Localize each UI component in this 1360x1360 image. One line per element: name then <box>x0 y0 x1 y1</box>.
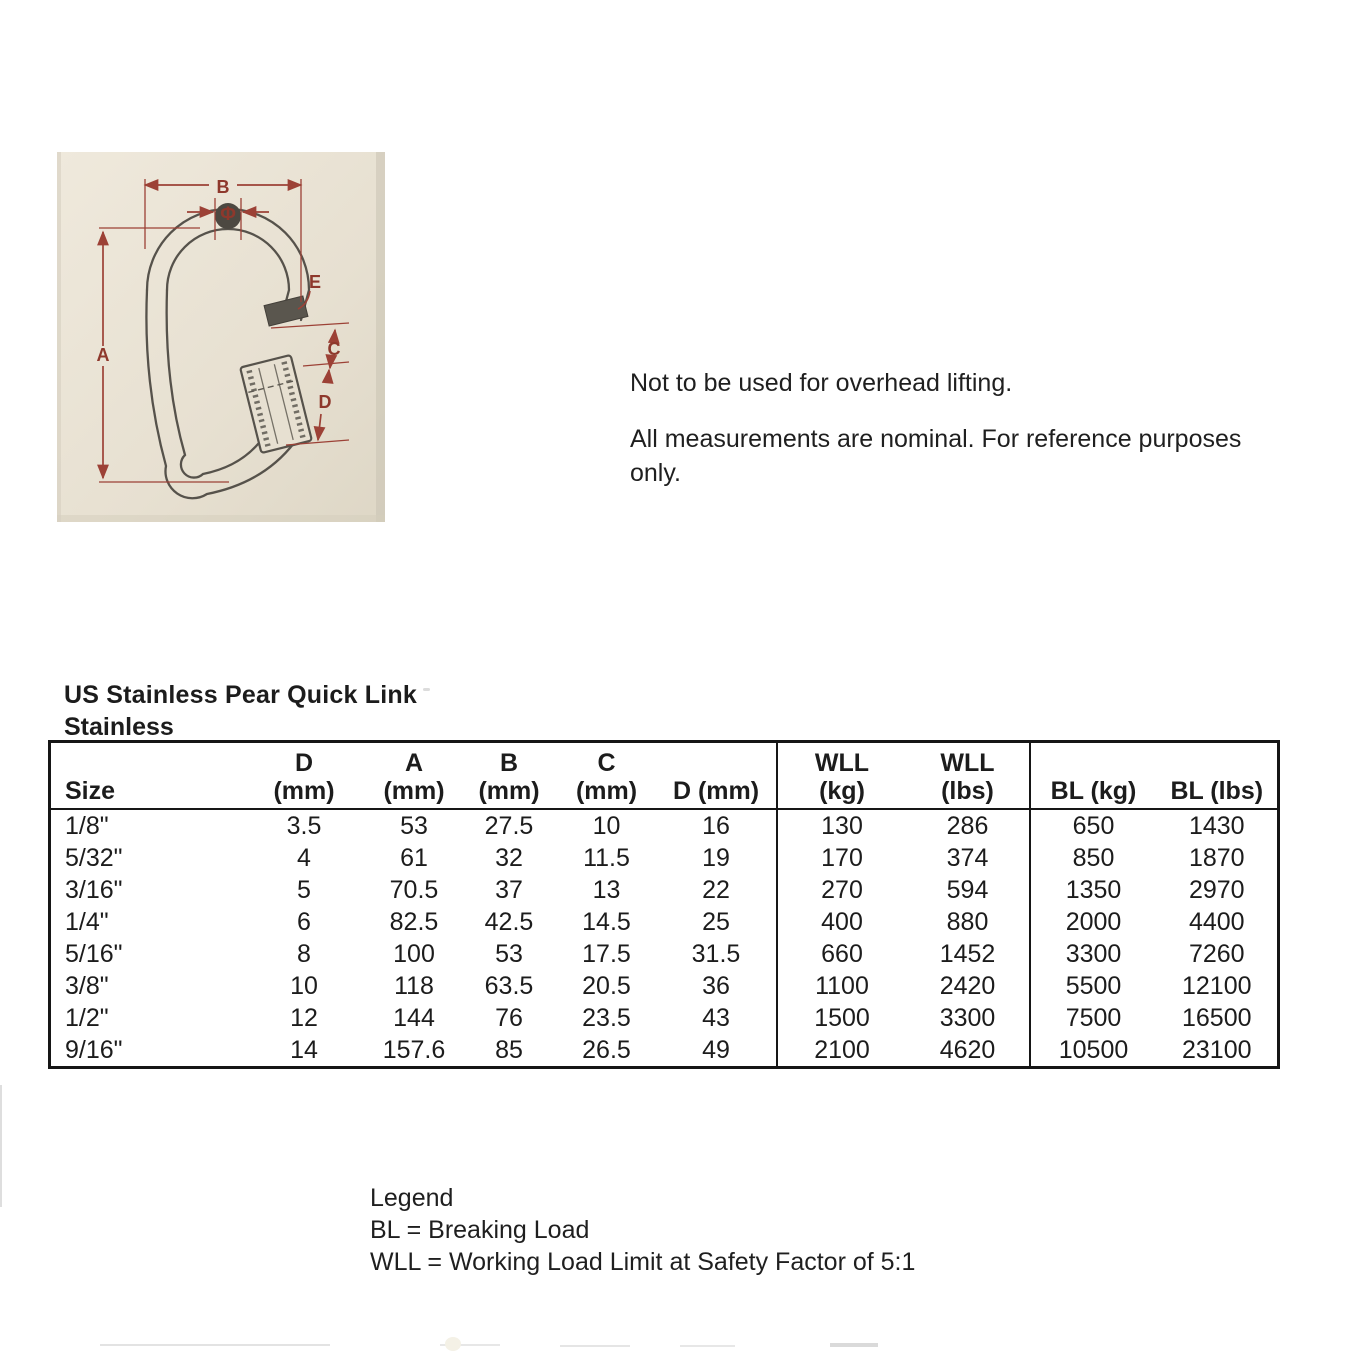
cell-b-mm: 32 <box>495 844 523 872</box>
cell-d2-mm: 36 <box>702 972 730 1000</box>
dim-label-a: A <box>96 345 110 365</box>
cell-size: 9/16" <box>65 1036 123 1064</box>
dim-d-arrow-up <box>328 370 329 380</box>
cell-bl-kg: 1350 <box>1030 874 1157 906</box>
cell-bl-lbs: 4400 <box>1188 908 1245 936</box>
table-row <box>50 906 1279 938</box>
col-header-wll-kg: WLL (kg) <box>777 742 907 810</box>
cell-a-mm: 144 <box>393 1004 435 1032</box>
col-header-size: Size <box>50 742 242 810</box>
cell-d-mm: 14 <box>290 1036 318 1064</box>
cell-bl-lbs: 1870 <box>1188 844 1245 872</box>
cell-a-mm: 53 <box>400 812 428 840</box>
cell-b-mm: 27.5 <box>484 812 534 840</box>
cell-d-mm: 10 <box>290 972 318 1000</box>
cell-c-mm: 17.5 <box>582 940 631 968</box>
scan-artifact <box>560 1345 630 1347</box>
table-row <box>50 970 1279 1002</box>
cell-size: 3/8" <box>65 972 109 1000</box>
photo-edge-left <box>57 152 61 522</box>
cell-bl-kg: 10500 <box>1030 1034 1157 1068</box>
cell-b-mm: 42.5 <box>484 908 534 936</box>
cell-b-mm: 37 <box>495 876 523 904</box>
table-row <box>50 842 1279 874</box>
cell-size: 5/32" <box>65 844 123 872</box>
cell-wll-kg: 660 <box>777 938 907 970</box>
legend-title: Legend <box>370 1184 454 1212</box>
dim-label-b: B <box>216 177 230 197</box>
cell-bl-lbs: 16500 <box>1181 1004 1252 1032</box>
cell-b-mm: 85 <box>495 1036 523 1064</box>
cell-c-mm: 23.5 <box>582 1004 631 1032</box>
scan-artifact <box>423 688 430 691</box>
cell-d2-mm: 49 <box>702 1036 730 1064</box>
cell-d-mm: 8 <box>297 940 311 968</box>
cell-c-mm: 20.5 <box>582 972 631 1000</box>
note-measurements: All measurements are nominal. For reference purposes only. <box>630 425 1242 487</box>
col-header-bl-kg: BL (kg) <box>1030 742 1157 810</box>
table-row <box>50 938 1279 970</box>
dim-label-d: D <box>318 392 332 412</box>
cell-bl-kg: 5500 <box>1030 970 1157 1002</box>
table-row <box>50 809 1279 842</box>
cell-b-mm: 53 <box>495 940 523 968</box>
cell-d2-mm: 31.5 <box>691 940 741 968</box>
cell-d2-mm: 25 <box>702 908 730 936</box>
cell-wll-kg: 2100 <box>777 1034 907 1068</box>
spec-table <box>48 740 1280 1069</box>
quick-link-diagram <box>57 152 385 522</box>
cell-b-mm: 63.5 <box>484 972 534 1000</box>
cell-d-mm: 12 <box>290 1004 318 1032</box>
cell-a-mm: 82.5 <box>389 908 439 936</box>
cell-bl-kg: 2000 <box>1030 906 1157 938</box>
cell-bl-lbs: 2970 <box>1188 876 1245 904</box>
quick-link-photo <box>57 152 385 522</box>
cell-size: 1/4" <box>65 908 109 936</box>
cell-bl-lbs: 23100 <box>1181 1036 1252 1064</box>
table-row <box>50 1034 1279 1068</box>
legend <box>370 1182 915 1278</box>
cell-wll-lbs: 594 <box>946 876 989 904</box>
cell-size: 3/16" <box>65 876 123 904</box>
cell-bl-kg: 850 <box>1030 842 1157 874</box>
cell-wll-lbs: 3300 <box>939 1004 996 1032</box>
scan-artifact <box>445 1337 461 1351</box>
cell-wll-lbs: 4620 <box>939 1036 996 1064</box>
cell-bl-kg: 7500 <box>1030 1002 1157 1034</box>
cell-bl-kg: 3300 <box>1030 938 1157 970</box>
cell-c-mm: 10 <box>592 812 621 840</box>
cell-c-mm: 11.5 <box>583 844 630 872</box>
dim-label-phi: Φ <box>220 204 236 225</box>
cell-wll-kg: 400 <box>777 906 907 938</box>
col-header-bl-lbs: BL (lbs) <box>1157 742 1279 810</box>
col-header-d-mm: D (mm) <box>242 742 367 810</box>
cell-d-mm: 5 <box>297 876 311 904</box>
legend-wll: WLL = Working Load Limit at Safety Factor of 5:1 <box>370 1248 916 1276</box>
product-subtitle: Stainless <box>64 713 174 741</box>
cell-wll-lbs: 1452 <box>939 940 996 968</box>
cell-wll-lbs: 2420 <box>939 972 996 1000</box>
cell-bl-lbs: 1430 <box>1188 812 1245 840</box>
cell-wll-kg: 130 <box>777 809 907 842</box>
photo-edge-right <box>376 152 385 522</box>
cell-bl-lbs: 7260 <box>1188 940 1245 968</box>
cell-wll-lbs: 286 <box>946 812 989 840</box>
cell-wll-lbs: 374 <box>946 844 989 872</box>
header-row <box>50 742 1279 810</box>
cell-c-mm: 14.5 <box>582 908 631 936</box>
scan-artifact <box>100 1344 330 1346</box>
cell-c-mm: 13 <box>592 876 621 904</box>
cell-bl-lbs: 12100 <box>1181 972 1252 1000</box>
cell-d2-mm: 22 <box>702 876 730 904</box>
col-header-d2-mm: D (mm) <box>657 742 777 810</box>
col-header-b-mm: B (mm) <box>462 742 557 810</box>
col-header-wll-lbs: WLL (lbs) <box>907 742 1030 810</box>
cell-b-mm: 76 <box>495 1004 523 1032</box>
cell-wll-kg: 1100 <box>777 970 907 1002</box>
cell-d-mm: 3.5 <box>286 812 322 840</box>
cell-d-mm: 4 <box>297 844 311 872</box>
table-row <box>50 1002 1279 1034</box>
cell-a-mm: 157.6 <box>382 1036 446 1064</box>
cell-a-mm: 61 <box>400 844 428 872</box>
scan-artifact <box>0 1085 2 1207</box>
cell-a-mm: 100 <box>393 940 435 968</box>
cell-wll-kg: 170 <box>777 842 907 874</box>
scan-artifact <box>680 1345 735 1347</box>
product-title: US Stainless Pear Quick Link <box>64 681 417 709</box>
note-overhead-lifting: Not to be used for overhead lifting. <box>630 369 1013 397</box>
cell-wll-lbs: 880 <box>946 908 989 936</box>
cell-a-mm: 118 <box>394 972 434 1000</box>
dim-label-e: E <box>308 272 322 292</box>
scan-artifact <box>440 1344 500 1346</box>
cell-wll-kg: 270 <box>777 874 907 906</box>
table-row <box>50 874 1279 906</box>
cell-d-mm: 6 <box>297 908 311 936</box>
cell-size: 1/8" <box>65 812 109 840</box>
photo-edge-bottom <box>57 515 385 522</box>
dim-label-c: C <box>327 339 341 359</box>
cell-d2-mm: 16 <box>702 812 730 840</box>
cell-c-mm: 26.5 <box>582 1036 631 1064</box>
cell-size: 5/16" <box>65 940 123 968</box>
col-header-a-mm: A (mm) <box>367 742 462 810</box>
scan-artifact <box>830 1343 878 1347</box>
col-header-c-mm: C (mm) <box>557 742 657 810</box>
cell-wll-kg: 1500 <box>777 1002 907 1034</box>
cell-a-mm: 70.5 <box>389 876 439 904</box>
cell-d2-mm: 19 <box>702 844 730 872</box>
cell-size: 1/2" <box>65 1004 109 1032</box>
cell-bl-kg: 650 <box>1030 809 1157 842</box>
legend-bl: BL = Breaking Load <box>370 1216 590 1244</box>
cell-d2-mm: 43 <box>702 1004 730 1032</box>
